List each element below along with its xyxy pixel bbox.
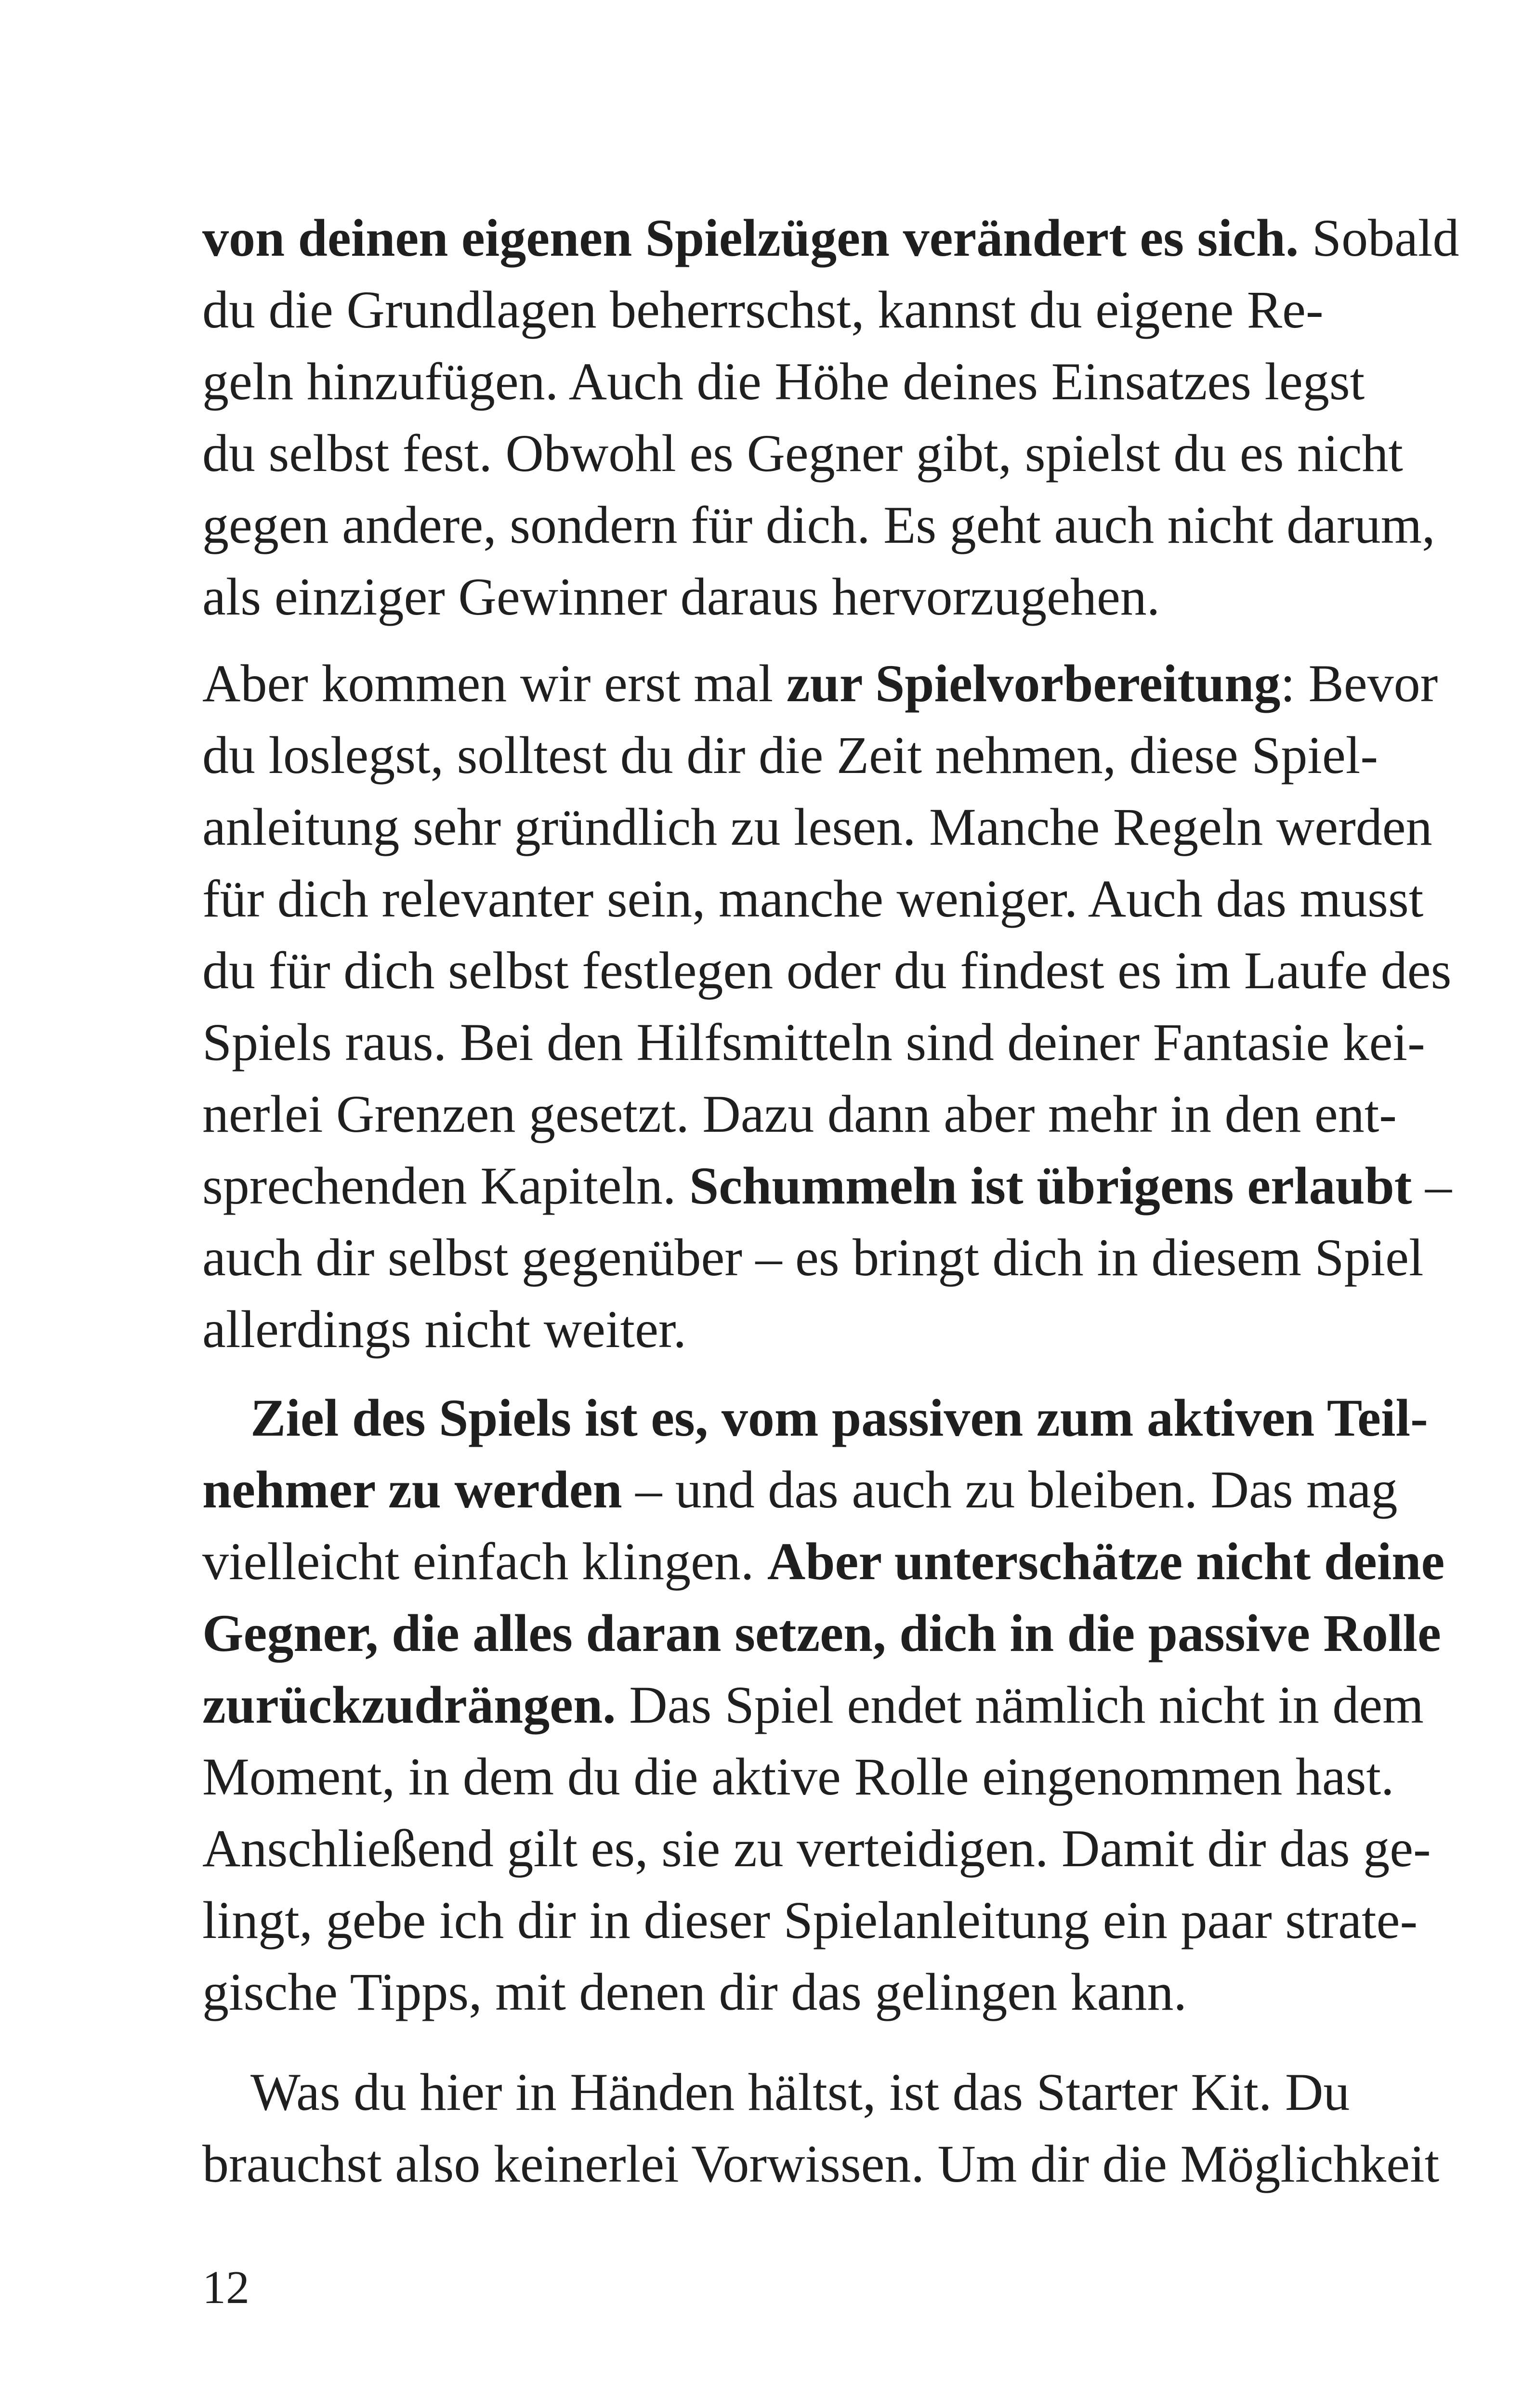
page-number: 12 — [202, 2262, 249, 2314]
text-line — [202, 1454, 1398, 1526]
paragraph-3 — [202, 1382, 1445, 2028]
bold-run: Schummeln ist übrigens erlaubt — [689, 1156, 1412, 1215]
text-line — [202, 1813, 1431, 1885]
text-run: gische Tipps, mit denen dir das gelingen kann. — [202, 1963, 1187, 2021]
text-line — [202, 561, 1300, 633]
text-run: vielleicht einfach klingen. — [202, 1532, 767, 1591]
text-run: Sobald — [1299, 209, 1459, 267]
text-line — [202, 418, 1403, 489]
text-line — [202, 1150, 1452, 1222]
paragraph-4 — [202, 2056, 1440, 2200]
text-run: brauchst also keinerlei Vorwissen. Um dir die Möglichkeit — [202, 2134, 1440, 2193]
text-run: – — [1412, 1156, 1452, 1215]
text-run: lingt, gebe ich dir in dieser Spielanleitung ein paar strate- — [202, 1891, 1418, 1950]
text-line — [202, 1885, 1418, 1956]
text-line — [202, 1382, 1428, 1454]
text-run: gegen andere, sondern für dich. Es geht auch nicht darum, — [202, 496, 1435, 554]
text-run: Was du hier in Händen hältst, ist das Starter Kit. Du — [250, 2063, 1350, 2121]
text-run: du die Grundlagen beherrschst, kannst du eigene Re- — [202, 280, 1324, 339]
text-line — [202, 489, 1435, 561]
text-run: : Bevor — [1280, 654, 1438, 713]
text-run: nerlei Grenzen gesetzt. Dazu dann aber mehr in den ent- — [202, 1085, 1397, 1143]
text-run: Anschließend gilt es, sie zu verteidigen. Damit dir das ge- — [202, 1819, 1431, 1878]
bold-run: zurückzudrängen. — [202, 1675, 616, 1734]
text-run: Das Spiel endet nämlich nicht in dem — [616, 1675, 1424, 1734]
text-run: für dich relevanter sein, manche weniger. Auch das musst — [202, 869, 1424, 928]
text-line — [202, 2128, 1440, 2200]
text-run: du loslegst, solltest du dir die Zeit nehmen, diese Spiel- — [202, 726, 1378, 785]
text-line — [202, 346, 1365, 418]
text-run: allerdings nicht weiter. — [202, 1300, 686, 1359]
bold-run: Gegner, die alles daran setzen, dich in die passive Rolle — [202, 1604, 1441, 1662]
text-run: Aber kommen wir erst mal — [202, 654, 787, 713]
paragraph-1 — [202, 202, 1459, 633]
text-line — [202, 1669, 1424, 1741]
text-line — [202, 1526, 1445, 1597]
bold-run: zur Spielvorbereitung — [786, 654, 1281, 713]
bold-run: von deinen eigenen Spielzügen verändert es sich. — [202, 209, 1299, 267]
text-run: sprechenden Kapiteln. — [202, 1156, 690, 1215]
text-line — [202, 648, 1438, 720]
bold-run: nehmer zu werden — [202, 1460, 622, 1519]
text-run: Moment, in dem du die aktive Rolle eingenommen hast. — [202, 1747, 1394, 1806]
paragraph-2 — [202, 648, 1452, 1365]
text-line — [202, 1222, 1424, 1294]
text-line — [202, 1078, 1397, 1150]
text-run: du selbst fest. Obwohl es Gegner gibt, spielst du es nicht — [202, 424, 1403, 483]
bold-run: Ziel des Spiels ist es, vom passiven zum aktiven Teil- — [250, 1388, 1428, 1447]
text-line — [202, 791, 1432, 863]
text-line — [202, 202, 1459, 274]
text-line — [202, 1007, 1425, 1078]
text-line — [202, 863, 1424, 935]
text-run: anleitung sehr gründlich zu lesen. Manche Regeln werden — [202, 798, 1432, 856]
text-run: Spiels raus. Bei den Hilfsmitteln sind deiner Fantasie kei- — [202, 1013, 1425, 1072]
text-line — [202, 1741, 1394, 1813]
text-line — [202, 1294, 1300, 1365]
text-line — [202, 274, 1324, 346]
text-line — [202, 935, 1452, 1007]
text-run: du für dich selbst festlegen oder du findest es im Laufe des — [202, 941, 1452, 1000]
text-line — [202, 2056, 1350, 2128]
text-line — [202, 1956, 1300, 2028]
text-run: als einziger Gewinner daraus hervorzugehen. — [202, 567, 1160, 626]
text-run: auch dir selbst gegenüber – es bringt dich in diesem Spiel — [202, 1228, 1424, 1287]
text-line — [202, 1597, 1441, 1669]
text-run: – und das auch zu bleiben. Das mag — [622, 1460, 1398, 1519]
text-line — [202, 720, 1378, 791]
bold-run: Aber unterschätze nicht deine — [767, 1532, 1445, 1591]
text-run: geln hinzufügen. Auch die Höhe deines Einsatzes legst — [202, 352, 1365, 411]
